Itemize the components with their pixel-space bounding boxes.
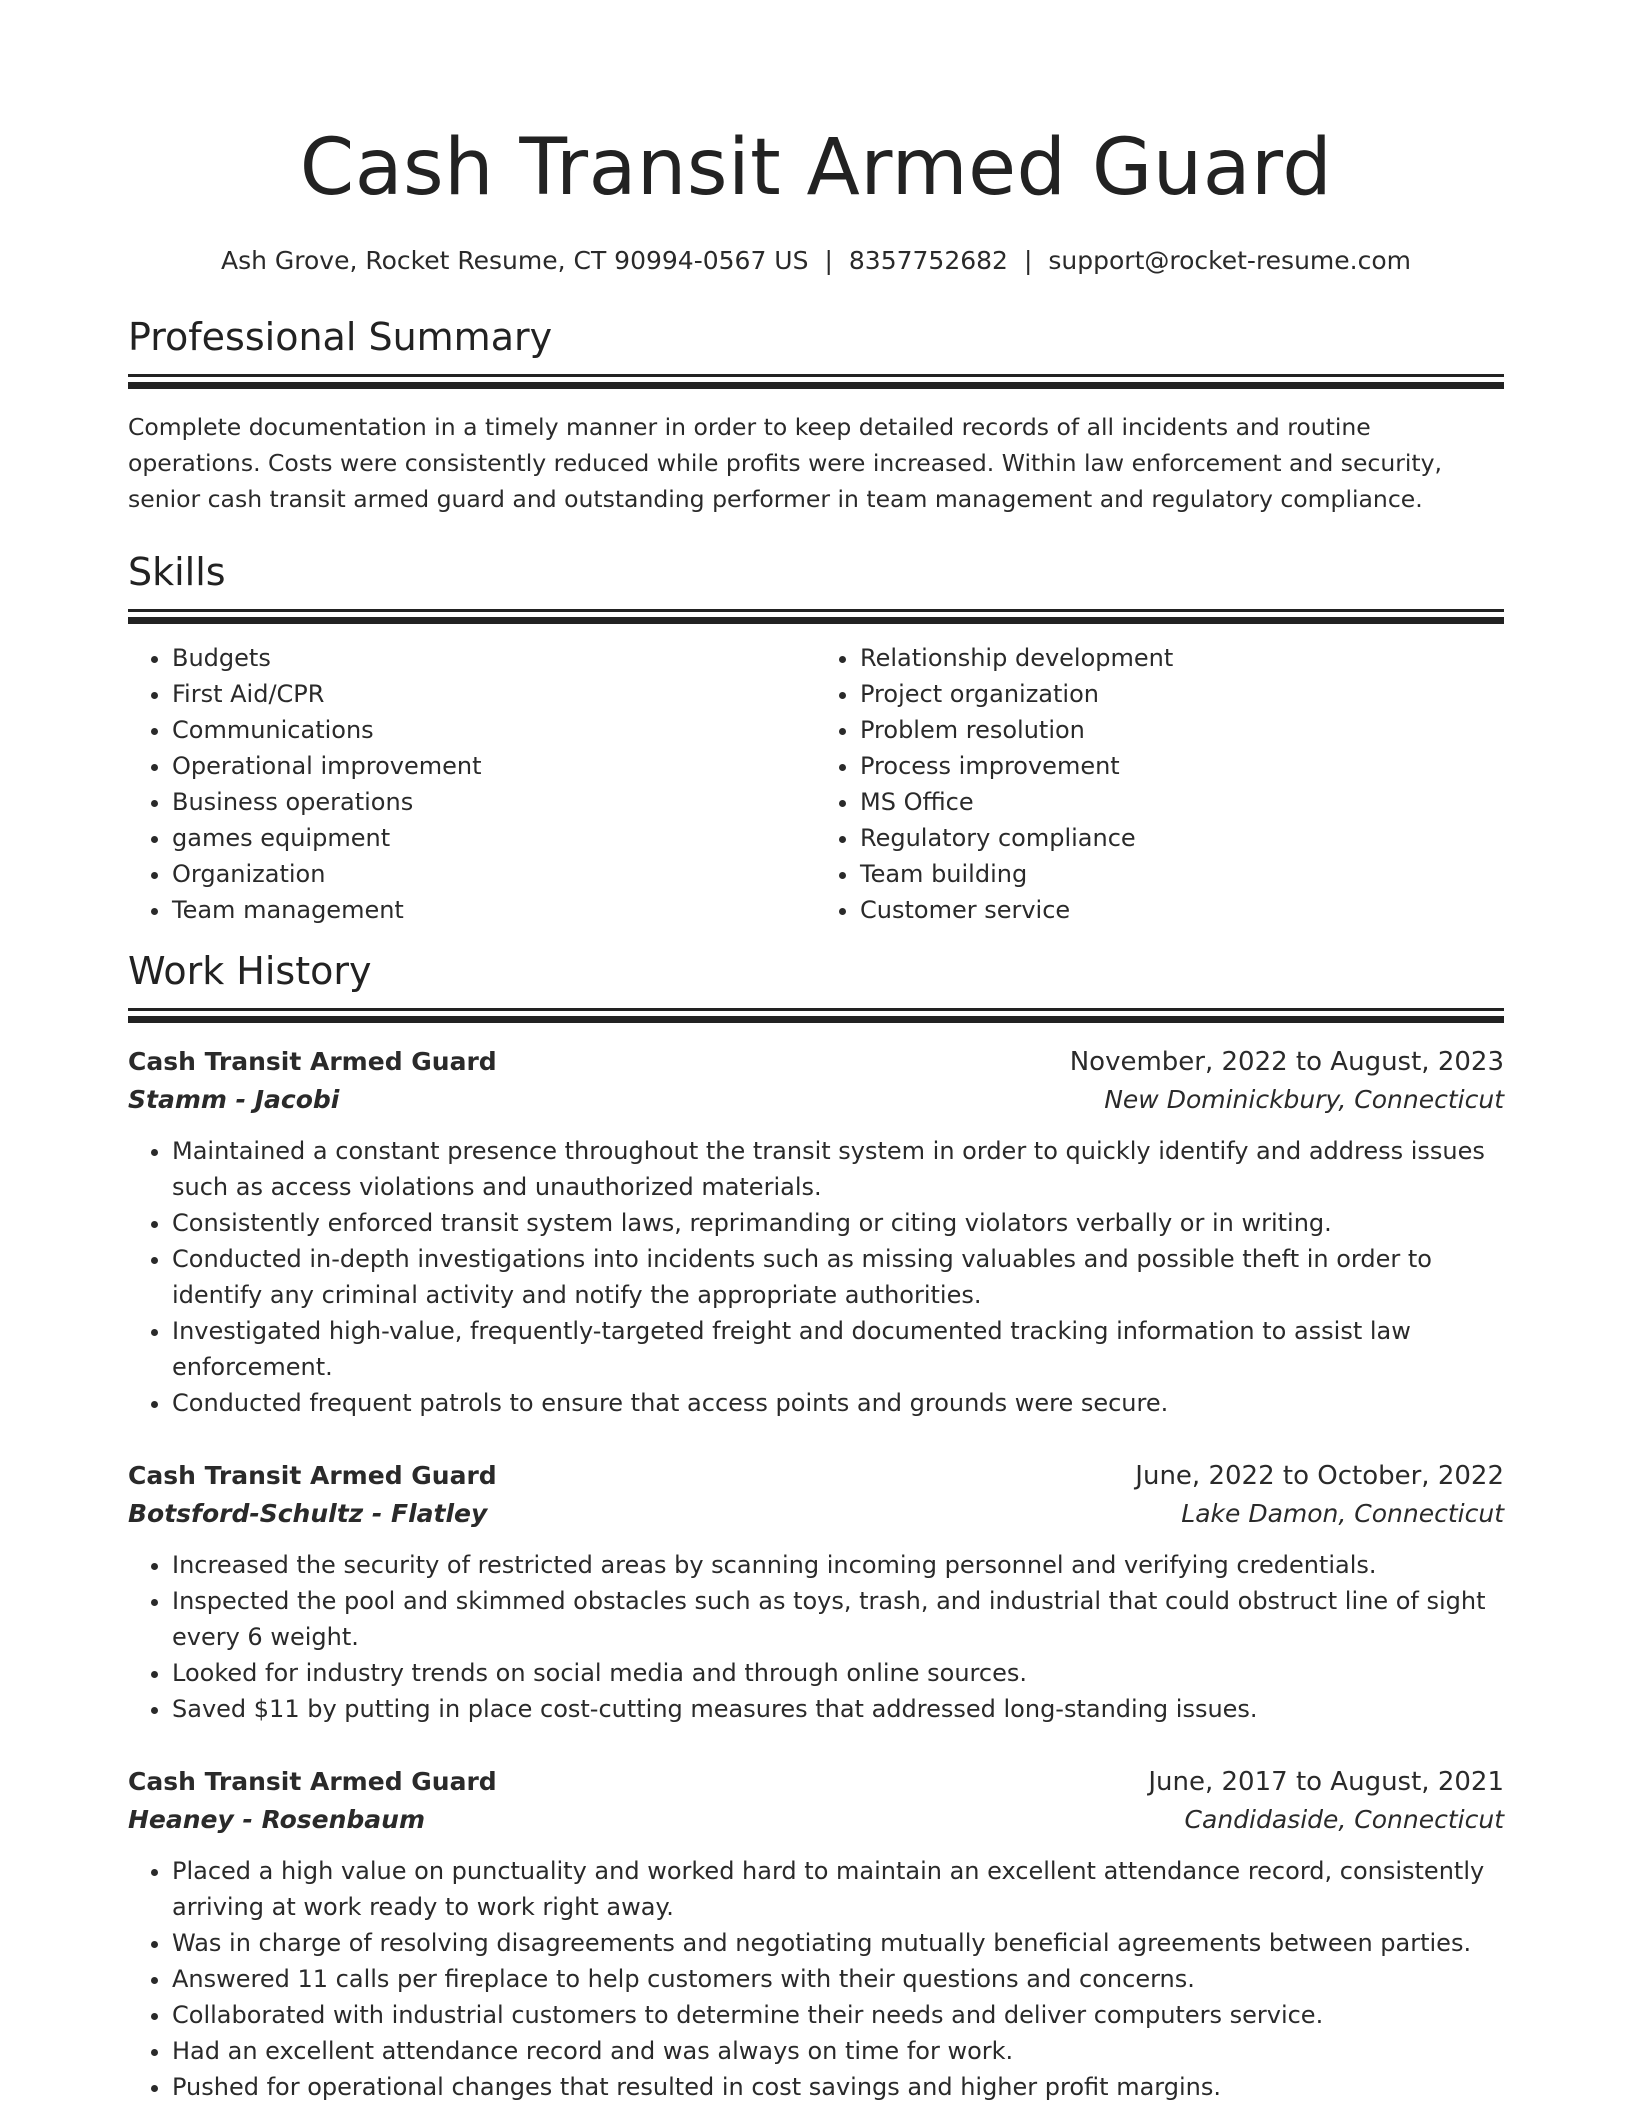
job-header-row [128,1763,1504,1801]
job-location: Lake Damon, Connecticut [1181,1499,1504,1528]
skill-item: • Process improvement [860,748,1504,784]
job-bullet: • Consistently enforced transit system laws, reprimanding or citing violators verbally or in writing. [172,1205,1504,1241]
contact-line [128,244,1504,278]
job-title: Cash Transit Armed Guard [128,1767,497,1796]
skill-item: • Customer service [860,892,1504,928]
job-dates: June, 2017 to August, 2021 [1148,1767,1504,1797]
skill-item: • Organization [172,856,816,892]
section-title-skills: Skills [128,550,226,594]
job-bullet: • Investigated high-value, frequently-targeted freight and documented tracking information to assist law enforcement. [172,1313,1504,1385]
job-bullet: • Answered 11 calls per fireplace to help customers with their questions and concerns. [172,1961,1504,1997]
job-company-row [128,1801,1504,1839]
section-title-work-history: Work History [128,949,372,993]
job-bullet: • Maintained a constant presence throughout the transit system in order to quickly identify and address issues such as access violations and unauthorized materials. [172,1133,1504,1205]
job-bullet: • Conducted in-depth investigations into incidents such as missing valuables and possible theft in order to identify any criminal activity and notify the appropriate authorities. [172,1241,1504,1313]
job-dates: June, 2022 to October, 2022 [1135,1461,1504,1491]
job-company-row [128,1081,1504,1119]
job-bullet: • Had an excellent attendance record and was always on time for work. [172,2033,1504,2069]
work-history-section [128,948,1504,2105]
job-entry [128,1043,1504,1421]
skill-item: • Communications [172,712,816,748]
job-bullet: • Increased the security of restricted areas by scanning incoming personnel and verifying credentials. [172,1547,1504,1583]
job-company: Heaney - Rosenbaum [128,1805,426,1834]
candidate-name: Cash Transit Armed Guard [299,123,1333,213]
job-company: Stamm - Jacobi [128,1085,340,1114]
skill-item: • Regulatory compliance [860,820,1504,856]
skill-item: • Operational improvement [172,748,816,784]
contact-separator: | [824,246,833,275]
skill-item: • Problem resolution [860,712,1504,748]
skill-item: • Business operations [172,784,816,820]
section-divider [128,609,1504,612]
section-divider [128,1008,1504,1011]
contact-address: Ash Grove, Rocket Resume, CT 90994-0567 US [220,246,809,275]
job-bullet: • Collaborated with industrial customers to determine their needs and deliver computers service. [172,1997,1504,2033]
professional-summary-section [128,314,1504,517]
job-dates: November, 2022 to August, 2023 [1069,1047,1504,1077]
job-entry [128,1763,1504,2105]
job-bullets [128,1547,1504,1727]
job-company: Botsford-Schultz - Flatley [128,1499,488,1528]
contact-email: support@rocket-resume.com [1048,246,1412,275]
job-entry [128,1457,1504,1727]
job-bullet: • Conducted frequent patrols to ensure that access points and grounds were secure. [172,1385,1504,1421]
skill-item: • Relationship development [860,640,1504,676]
skills-section [128,549,1504,928]
job-bullets [128,1853,1504,2105]
job-bullet: • Looked for industry trends on social media and through online sources. [172,1655,1504,1691]
job-header-row [128,1043,1504,1081]
job-location: New Dominickbury, Connecticut [1104,1085,1504,1114]
job-bullets [128,1133,1504,1421]
job-title: Cash Transit Armed Guard [128,1461,497,1490]
section-title-summary: Professional Summary [128,315,553,359]
skill-item: • Budgets [172,640,816,676]
job-bullet: • Pushed for operational changes that resulted in cost savings and higher profit margins. [172,2069,1504,2105]
skill-item: • games equipment [172,820,816,856]
skills-list-left [128,640,816,928]
skills-grid [128,640,1504,928]
job-header-row [128,1457,1504,1495]
skill-item: • Project organization [860,676,1504,712]
section-divider-thick [128,617,1504,624]
skill-item: • Team management [172,892,816,928]
skill-item: • MS Office [860,784,1504,820]
summary-text: Complete documentation in a timely manner in order to keep detailed records of all incidents and routine operations. Costs were consistently reduced while profits were increased. Within law enforcement and security, senior cash transit armed guard and outstanding performer in team management and regulatory compliance. [128,413,1443,513]
section-divider [128,374,1504,377]
skill-item: • Team building [860,856,1504,892]
job-bullet: • Inspected the pool and skimmed obstacles such as toys, trash, and industrial that could obstruct line of sight every 6 weight. [172,1583,1504,1655]
job-title: Cash Transit Armed Guard [128,1047,497,1076]
job-company-row [128,1495,1504,1533]
contact-separator: | [1023,246,1033,275]
job-bullet: • Saved $11 by putting in place cost-cutting measures that addressed long-standing issues. [172,1691,1504,1727]
job-bullet: • Was in charge of resolving disagreements and negotiating mutually beneficial agreements between parties. [172,1925,1504,1961]
job-bullet: • Placed a high value on punctuality and worked hard to maintain an excellent attendance record, consistently arriving at work ready to work right away. [172,1853,1504,1925]
section-divider-thick [128,1016,1504,1023]
skills-list-right [816,640,1504,928]
skill-item: • First Aid/CPR [172,676,816,712]
contact-phone: 8357752682 [848,246,1008,275]
section-divider-thick [128,382,1504,389]
job-location: Candidaside, Connecticut [1184,1805,1504,1834]
